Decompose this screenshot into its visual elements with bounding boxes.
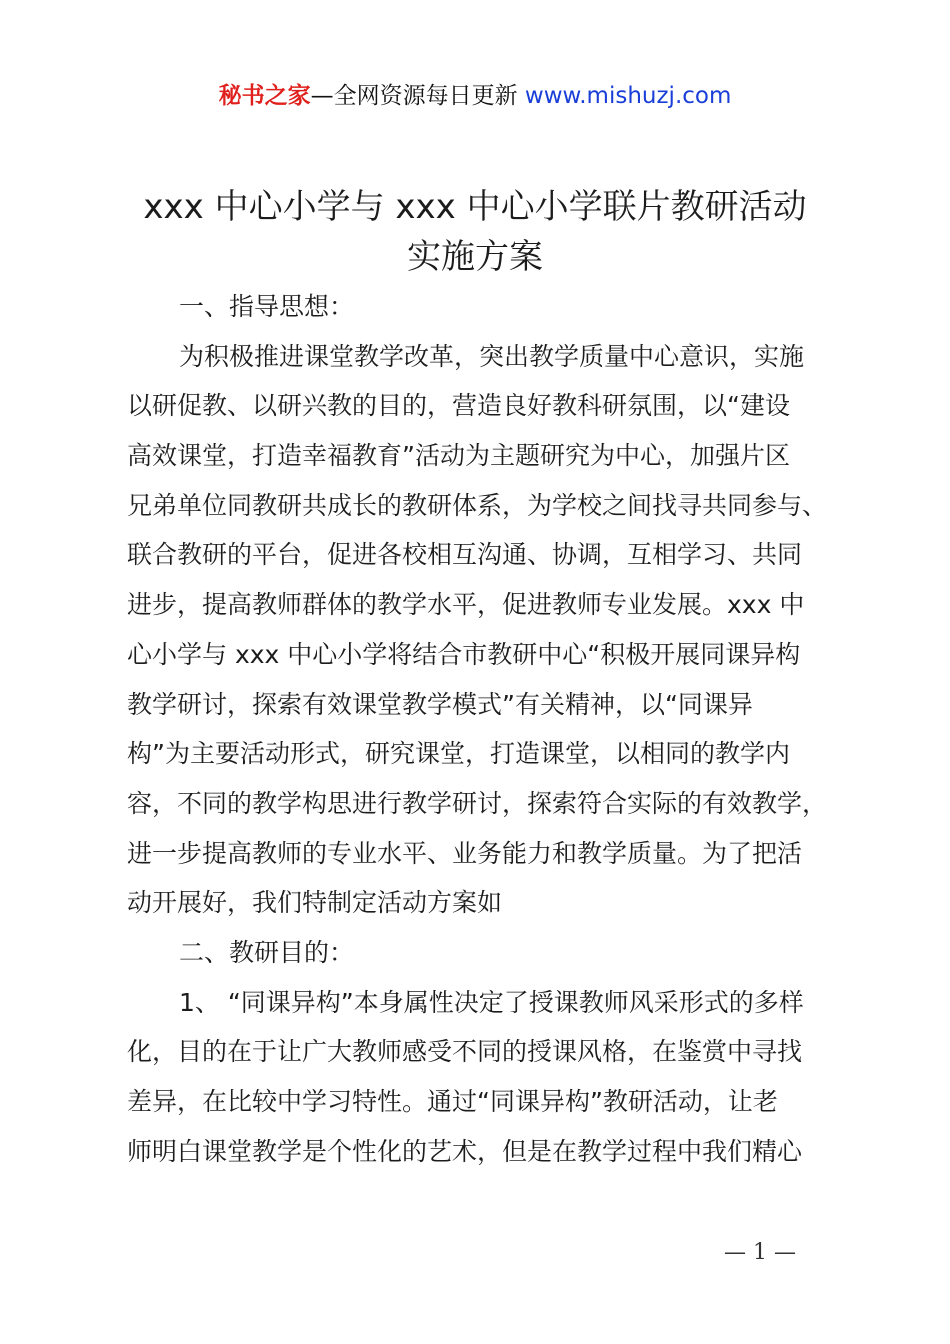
brand-name: 秘书之家 — [218, 83, 311, 109]
body-line: 进一步提高教师的专业水平、业务能力和教学质量。为了把活 — [127, 838, 803, 868]
body-line: 构”为主要活动形式，研究课堂，打造课堂，以相同的教学内 — [127, 739, 790, 769]
body-line: 以研促教、以研兴教的目的，营造良好教科研氛围，以“建设 — [127, 391, 790, 421]
body-line: 化，目的在于让广大教师感受不同的授课风格，在鉴赏中寻找 — [127, 1037, 803, 1067]
section-heading: 一、指导思想： — [179, 292, 355, 321]
body-line: 兄弟单位同教研共成长的教研体系，为学校之间找寻共同参与、 — [127, 490, 828, 520]
body-line: 教学研讨，探索有效课堂教学模式”有关精神，以“同课异 — [127, 689, 753, 719]
document-body — [127, 282, 837, 1176]
header-slogan: —全网资源每日更新 — [310, 83, 525, 109]
body-line: 师明白课堂教学是个性化的艺术，但是在教学过程中我们精心 — [127, 1136, 803, 1166]
document-title-line-2: 实施方案 — [407, 237, 543, 277]
section-heading: 二、教研目的： — [179, 937, 355, 967]
document-title-line-1: xxx 中心小学与 xxx 中心小学联片教研活动 — [143, 187, 807, 227]
body-line: 1、 “同课异构”本身属性决定了授课教师风采形式的多样 — [179, 987, 804, 1017]
site-url-link[interactable]: www.mishuzj.com — [524, 83, 732, 109]
body-line: 动开展好，我们特制定活动方案如 — [127, 888, 503, 918]
body-line: 为积极推进课堂教学改革，突出教学质量中心意识，实施 — [179, 341, 805, 371]
body-line: 高效课堂，打造幸福教育”活动为主题研究为中心，加强片区 — [127, 441, 790, 471]
body-line: 联合教研的平台，促进各校相互沟通、协调，互相学习、共同 — [127, 540, 803, 570]
body-line: 差异，在比较中学习特性。通过“同课异构”教研活动，让老 — [127, 1087, 778, 1116]
body-line: 进步，提高教师群体的教学水平，促进教师专业发展。xxx 中 — [127, 590, 805, 620]
page-number: — 1 — — [724, 1240, 796, 1265]
body-line: 容，不同的教学构思进行教学研讨，探索符合实际的有效教学， — [127, 788, 828, 818]
site-header — [0, 76, 950, 116]
body-line: 心小学与 xxx 中心小学将结合市教研中心“积极开展同课异构 — [127, 639, 801, 669]
